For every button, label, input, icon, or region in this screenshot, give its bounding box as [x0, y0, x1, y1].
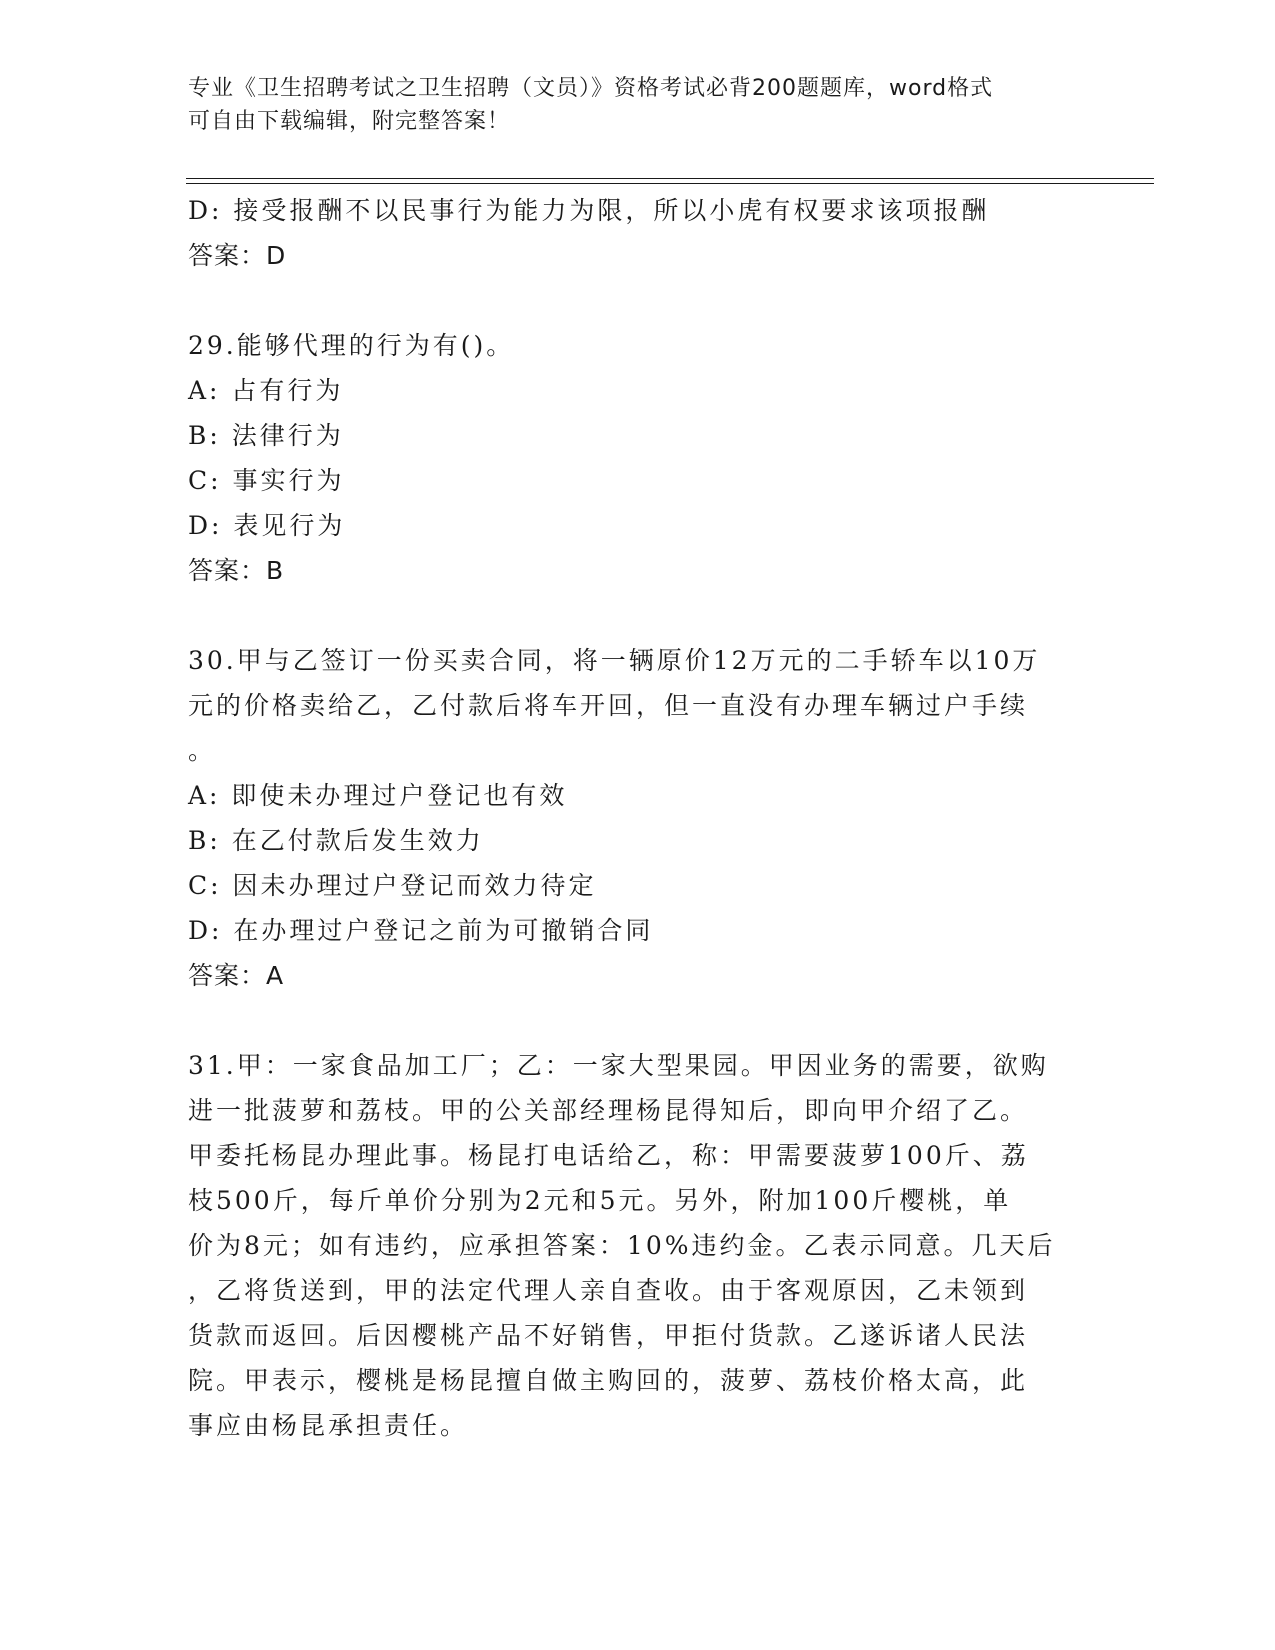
question-31: [188, 1043, 1088, 1448]
question-content: [188, 188, 1088, 1448]
q30-stem-line: 。: [188, 736, 217, 765]
q28-option-d: D: 接受报酬不以民事行为能力为限，所以小虎有权要求该项报酬: [188, 196, 990, 225]
q31-stem-line: ，乙将货送到，甲的法定代理人亲自查收。由于客观原因，乙未领到: [188, 1276, 1029, 1305]
spacer: [188, 593, 1088, 638]
q31-stem-line: 院。甲表示，樱桃是杨昆擅自做主购回的，菠萝、荔枝价格太高，此: [188, 1366, 1029, 1395]
q31-stem-line: 货款而返回。后因樱桃产品不好销售，甲拒付货款。乙遂诉诸人民法: [188, 1321, 1029, 1350]
spacer: [188, 998, 1088, 1043]
q30-option-c: C: 因未办理过户登记而效力待定: [188, 871, 597, 900]
q31-stem-line: 价为8元；如有违约，应承担答案：10%违约金。乙表示同意。几天后: [188, 1231, 1056, 1260]
document-header: [188, 72, 1068, 138]
q31-stem-line: 甲委托杨昆办理此事。杨昆打电话给乙，称：甲需要菠萝100斤、荔: [188, 1141, 1029, 1170]
q30-answer: 答案：A: [188, 961, 285, 990]
header-line-2: 可自由下载编辑，附完整答案！: [188, 109, 511, 134]
header-rule-top: [186, 178, 1154, 179]
question-29: [188, 323, 1088, 593]
q31-stem-line: 进一批菠萝和荔枝。甲的公关部经理杨昆得知后，即向甲介绍了乙。: [188, 1096, 1029, 1125]
q29-option-b: B: 法律行为: [188, 421, 344, 450]
q28-answer: 答案：D: [188, 241, 287, 270]
q29-answer: 答案：B: [188, 556, 285, 585]
header-rule-bottom: [186, 183, 1154, 184]
question-30: [188, 638, 1088, 998]
q31-stem-line: 枝500斤，每斤单价分别为2元和5元。另外，附加100斤樱桃，单: [188, 1186, 1012, 1215]
q30-stem-line: 30.甲与乙签订一份买卖合同，将一辆原价12万元的二手轿车以10万: [188, 646, 1041, 675]
q30-option-a: A: 即使未办理过户登记也有效: [188, 781, 568, 810]
q29-option-d: D: 表见行为: [188, 511, 346, 540]
q30-stem-line: 元的价格卖给乙，乙付款后将车开回，但一直没有办理车辆过户手续: [188, 691, 1029, 720]
question-28-tail: [188, 188, 1088, 278]
spacer: [188, 278, 1088, 323]
q30-option-b: B: 在乙付款后发生效力: [188, 826, 484, 855]
header-line-1: 专业《卫生招聘考试之卫生招聘（文员）》资格考试必背200题题库，word格式: [188, 76, 994, 101]
q29-stem: 29.能够代理的行为有()。: [188, 331, 515, 360]
q31-stem-line: 31.甲：一家食品加工厂；乙：一家大型果园。甲因业务的需要，欲购: [188, 1051, 1049, 1080]
q30-option-d: D: 在办理过户登记之前为可撤销合同: [188, 916, 654, 945]
q29-option-a: A: 占有行为: [188, 376, 344, 405]
q29-option-c: C: 事实行为: [188, 466, 345, 495]
q31-stem-line: 事应由杨昆承担责任。: [188, 1411, 469, 1440]
